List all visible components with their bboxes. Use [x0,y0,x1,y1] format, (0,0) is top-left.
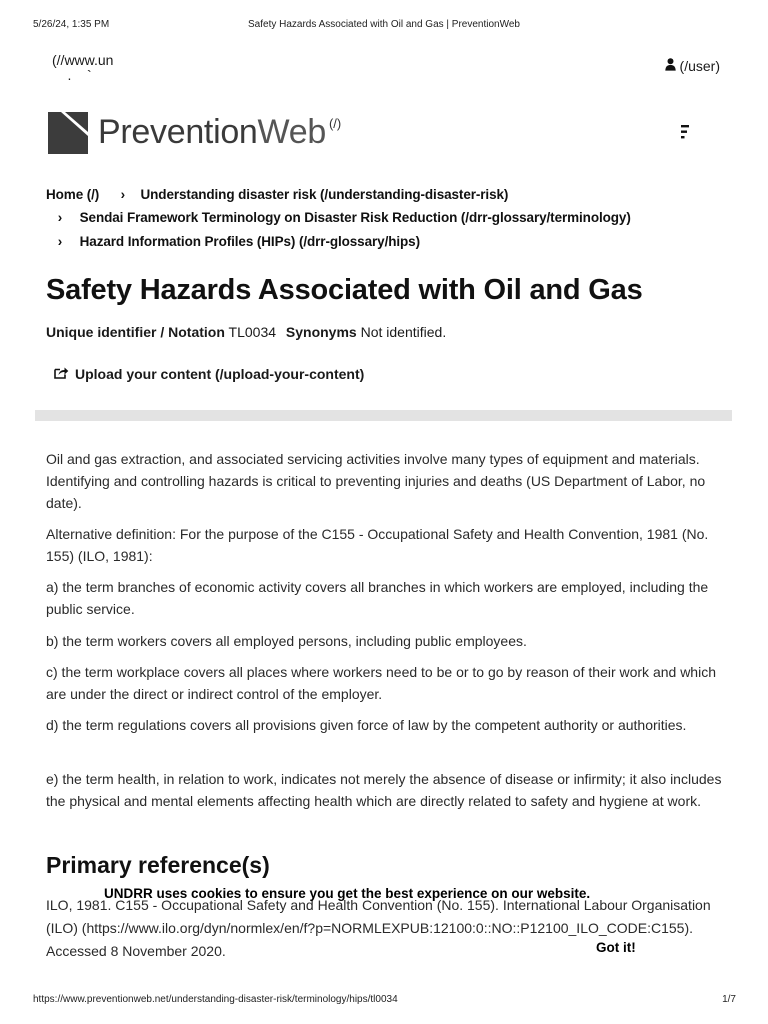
hamburger-menu-icon[interactable] [679,124,691,145]
list-item-b: b) the term workers covers all employed persons, including public employees. [46,633,527,649]
un-link-text-clipped: . ` [52,67,92,83]
term-metadata [46,324,446,340]
alt-definition-paragraph: Alternative definition: For the purpose of the C155 - Occupational Safety and Health Convention, 1981 (No. 155) (ILO, 1981): [46,526,709,564]
share-external-icon [54,366,69,382]
print-datetime: 5/26/24, 1:35 PM [33,19,110,30]
chevron-right-icon: › [57,234,63,249]
breadcrumb-understanding-risk[interactable]: Understanding disaster risk (/understanding-disaster-risk) [140,187,509,202]
user-link[interactable] [665,58,720,74]
print-page-number: 1/7 [722,994,736,1005]
un-link-text: (//www.un [52,52,114,68]
logo-mark-icon [48,112,88,159]
preventionweb-logo[interactable] [48,112,341,159]
user-link-label: (/user) [679,58,720,74]
logo-wordmark [98,112,326,152]
user-icon [665,58,676,74]
cookie-banner-message: UNDRR uses cookies to ensure you get the best experience on our website. [104,886,591,901]
logo-text-prevention: Prevention [98,113,258,151]
breadcrumb-terminology[interactable]: Sendai Framework Terminology on Disaster Risk Reduction (/drr-glossary/terminology) [79,210,631,225]
upload-content-link[interactable] [54,366,364,382]
logo-text-web: Web [257,113,326,151]
print-title: Safety Hazards Associated with Oil and Gas | PreventionWeb [248,19,520,30]
primary-reference-text: ILO, 1981. C155 - Occupational Safety and Health Convention (No. 155). International Labour Organisation (ILO) (https://www.ilo.org/dyn/normlex/en/f?p=NORMLEXPUB:12100:0::NO::P12100_ILO_CODE:C155). Accessed 8 November 2020. [46,897,711,959]
definition-paragraph: Oil and gas extraction, and associated servicing activities involve many types of equipment and materials. Identifying and controlling hazards is critical to preventing injuries and deaths (US Department of Labor, no date). [46,451,706,511]
un-link[interactable] [52,52,142,86]
cookie-accept-button[interactable]: Got it! [596,940,636,955]
list-item-a: a) the term branches of economic activity covers all branches in which workers are employed, including the public service. [46,579,709,617]
print-url: https://www.preventionweb.net/understanding-disaster-risk/terminology/hips/tl0034 [33,994,398,1005]
breadcrumb-home[interactable]: Home (/) [46,187,100,202]
list-item-e: e) the term health, in relation to work, indicates not merely the absence of disease or infirmity; it also includes the physical and mental elements affecting health which are directly related to safety and hygiene at work. [46,771,722,809]
page-title: Safety Hazards Associated with Oil and Gas [46,274,643,306]
section-divider [35,410,732,421]
list-item-d: d) the term regulations covers all provisions given force of law by the competent authority or authorities. [46,717,687,733]
synonyms-value: Not identified. [360,324,447,340]
list-item-c: c) the term workplace covers all places where workers need to be or to go by reason of their work and which are under the direct or indirect control of the employer. [46,664,716,702]
chevron-right-icon: › [57,210,63,225]
logo-link-suffix: (/) [328,116,342,131]
primary-reference-heading: Primary reference(s) [46,852,270,878]
uid-label: Unique identifier / Notation [46,324,225,340]
breadcrumb-hips[interactable]: Hazard Information Profiles (HIPs) (/drr-glossary/hips) [79,234,420,249]
chevron-right-icon: › [120,187,126,202]
uid-value: TL0034 [228,324,277,340]
synonyms-label: Synonyms [285,324,357,340]
upload-content-label: Upload your content (/upload-your-content) [75,366,365,382]
